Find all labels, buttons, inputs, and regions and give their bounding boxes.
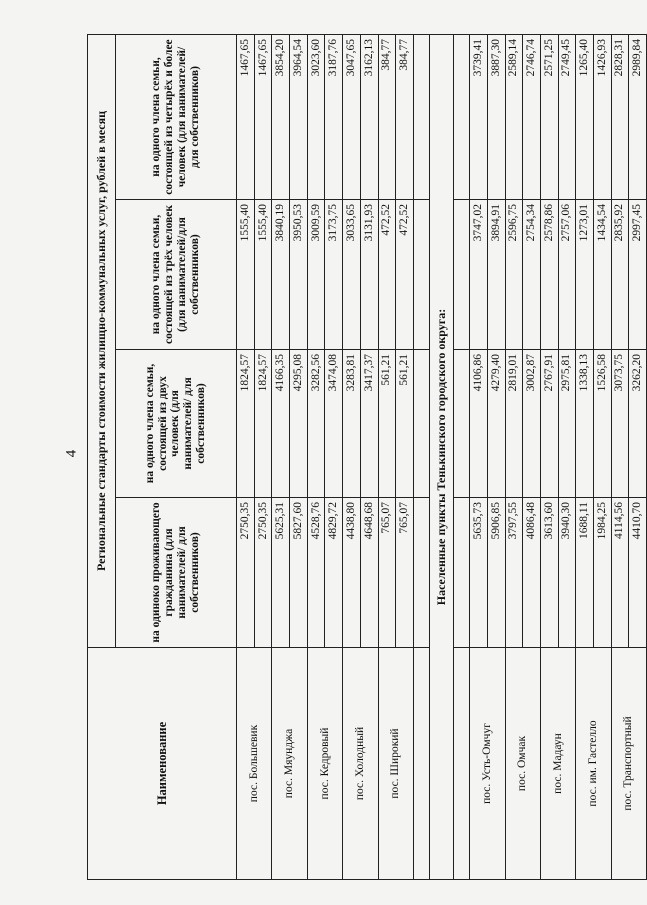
tariff-value-cell: 3073,75 bbox=[611, 350, 629, 498]
tariff-value-cell: 2589,14 bbox=[505, 35, 523, 200]
section-row bbox=[430, 35, 453, 880]
tariff-value-cell: 3162,13 bbox=[360, 35, 378, 200]
tariff-value-cell: 4528,76 bbox=[307, 498, 325, 648]
table-row bbox=[505, 35, 523, 880]
tariff-value-cell: 2578,86 bbox=[540, 200, 558, 350]
tariff-value-cell: 384,77 bbox=[396, 35, 414, 200]
table-row bbox=[378, 35, 396, 880]
rotated-table-container bbox=[87, 35, 647, 880]
table-row bbox=[237, 35, 255, 880]
tariff-value-cell: 2828,31 bbox=[611, 35, 629, 200]
tariff-value-cell: 1824,57 bbox=[237, 350, 255, 498]
tariff-value-cell: 765,07 bbox=[378, 498, 396, 648]
blank-cell bbox=[413, 35, 430, 200]
tariff-value-cell: 2749,45 bbox=[558, 35, 576, 200]
tariff-value-cell: 2750,35 bbox=[237, 498, 255, 648]
settlement-name: пос. Мадаун bbox=[540, 648, 575, 880]
column-header-two-persons: на одного члена семьи, состоящей из двух человек (для нанимателей/ для собственников) bbox=[115, 350, 237, 498]
table-row bbox=[272, 35, 290, 880]
blank-cell bbox=[413, 648, 430, 880]
blank-cell bbox=[453, 35, 470, 200]
table-caption: Региональные стандарты стоимости жилищно-коммунальных услуг, рублей в месяц bbox=[88, 35, 116, 648]
tariff-value-cell: 1265,40 bbox=[576, 35, 594, 200]
tariff-value-cell: 472,52 bbox=[378, 200, 396, 350]
tariff-value-cell: 1555,40 bbox=[237, 200, 255, 350]
tariff-value-cell: 1526,58 bbox=[593, 350, 611, 498]
tariff-value-cell: 2596,75 bbox=[505, 200, 523, 350]
tariff-value-cell: 3262,20 bbox=[629, 350, 647, 498]
tariff-value-cell: 3964,54 bbox=[290, 35, 308, 200]
tariff-value-cell: 2754,34 bbox=[523, 200, 541, 350]
table-row bbox=[611, 35, 629, 880]
column-header-single: на одиноко проживающего гражданина (для нанимателей/ для собственников) bbox=[115, 498, 237, 648]
tariff-value-cell: 3282,56 bbox=[307, 350, 325, 498]
blank-row bbox=[453, 35, 470, 880]
tariff-value-cell: 1467,65 bbox=[254, 35, 272, 200]
settlement-name: пос. Широкий bbox=[378, 648, 413, 880]
tariff-value-cell: 3613,60 bbox=[540, 498, 558, 648]
column-header-four-plus-persons: на одного члена семьи, состоящей из четырёх и более человек (для нанимателей/для собственников) bbox=[115, 35, 237, 200]
tariff-value-cell: 2819,01 bbox=[505, 350, 523, 498]
table-row bbox=[540, 35, 558, 880]
tariff-value-cell: 4648,68 bbox=[360, 498, 378, 648]
tariff-value-cell: 3002,87 bbox=[523, 350, 541, 498]
settlement-name: пос. Транспортный bbox=[611, 648, 646, 880]
tariff-value-cell: 3047,65 bbox=[343, 35, 361, 200]
tariff-value-cell: 3009,59 bbox=[307, 200, 325, 350]
tariff-value-cell: 3283,81 bbox=[343, 350, 361, 498]
column-header-three-persons: на одного члена семьи, состоящей из трёх человек (для нанимателей/для собственников) bbox=[115, 200, 237, 350]
settlement-name: пос. Большевик bbox=[237, 648, 272, 880]
tariff-value-cell: 3173,75 bbox=[325, 200, 343, 350]
tariff-value-cell: 2571,25 bbox=[540, 35, 558, 200]
blank-cell bbox=[413, 350, 430, 498]
blank-cell bbox=[413, 200, 430, 350]
tariff-value-cell: 4166,35 bbox=[272, 350, 290, 498]
tariff-value-cell: 4438,80 bbox=[343, 498, 361, 648]
settlement-name: пос. им. Гастелло bbox=[576, 648, 611, 880]
settlement-name: пос. Холодный bbox=[343, 648, 378, 880]
tariff-value-cell: 1555,40 bbox=[254, 200, 272, 350]
tariff-value-cell: 1688,11 bbox=[576, 498, 594, 648]
tariff-value-cell: 2835,92 bbox=[611, 200, 629, 350]
tariff-value-cell: 4086,48 bbox=[523, 498, 541, 648]
tariff-value-cell: 3187,76 bbox=[325, 35, 343, 200]
tariff-value-cell: 384,77 bbox=[378, 35, 396, 200]
tariff-value-cell: 3840,19 bbox=[272, 200, 290, 350]
blank-cell bbox=[453, 350, 470, 498]
tariff-value-cell: 2750,35 bbox=[254, 498, 272, 648]
tariff-value-cell: 4295,08 bbox=[290, 350, 308, 498]
tariff-value-cell: 2989,84 bbox=[629, 35, 647, 200]
blank-cell bbox=[453, 648, 470, 880]
tariff-value-cell: 5827,60 bbox=[290, 498, 308, 648]
tariff-value-cell: 3894,91 bbox=[487, 200, 505, 350]
tariff-value-cell: 3950,53 bbox=[290, 200, 308, 350]
tariff-value-cell: 3797,55 bbox=[505, 498, 523, 648]
tariff-value-cell: 1984,25 bbox=[593, 498, 611, 648]
tariff-value-cell: 5625,31 bbox=[272, 498, 290, 648]
tariff-value-cell: 561,21 bbox=[378, 350, 396, 498]
tariff-value-cell: 2746,74 bbox=[523, 35, 541, 200]
blank-row bbox=[413, 35, 430, 880]
tariff-value-cell: 4829,72 bbox=[325, 498, 343, 648]
tariff-value-cell: 3023,60 bbox=[307, 35, 325, 200]
tariff-value-cell: 1824,57 bbox=[254, 350, 272, 498]
tariff-value-cell: 2757,06 bbox=[558, 200, 576, 350]
tariff-value-cell: 2997,45 bbox=[629, 200, 647, 350]
settlement-name: пос. Омчак bbox=[505, 648, 540, 880]
tariff-value-cell: 2975,81 bbox=[558, 350, 576, 498]
tariff-value-cell: 472,52 bbox=[396, 200, 414, 350]
page-number: 4 bbox=[63, 449, 80, 458]
tariff-value-cell: 3474,08 bbox=[325, 350, 343, 498]
tariff-value-cell: 1338,13 bbox=[576, 350, 594, 498]
tariff-value-cell: 765,07 bbox=[396, 498, 414, 648]
tariff-table-body bbox=[88, 35, 647, 880]
settlement-name: пос. Кедровый bbox=[307, 648, 342, 880]
table-row bbox=[576, 35, 594, 880]
tariff-value-cell: 1426,93 bbox=[593, 35, 611, 200]
table-row bbox=[470, 35, 488, 880]
tariff-value-cell: 3033,65 bbox=[343, 200, 361, 350]
settlement-name: пос. Усть-Омчуг bbox=[470, 648, 505, 880]
tariff-value-cell: 2767,91 bbox=[540, 350, 558, 498]
table-row bbox=[343, 35, 361, 880]
tariff-value-cell: 1273,01 bbox=[576, 200, 594, 350]
tariff-value-cell: 4410,70 bbox=[629, 498, 647, 648]
tariff-value-cell: 3887,30 bbox=[487, 35, 505, 200]
settlement-name: пос. Мяунджа bbox=[272, 648, 307, 880]
section-title: Населенные пункты Тенькинского городского округа: bbox=[430, 35, 453, 880]
tariff-table bbox=[87, 34, 647, 880]
tariff-value-cell: 3747,02 bbox=[470, 200, 488, 350]
tariff-value-cell: 3417,37 bbox=[360, 350, 378, 498]
tariff-value-cell: 3131,93 bbox=[360, 200, 378, 350]
tariff-value-cell: 1434,54 bbox=[593, 200, 611, 350]
blank-cell bbox=[413, 498, 430, 648]
tariff-value-cell: 1467,65 bbox=[237, 35, 255, 200]
tariff-value-cell: 561,21 bbox=[396, 350, 414, 498]
name-column-header: Наименование bbox=[88, 648, 237, 880]
tariff-value-cell: 4106,86 bbox=[470, 350, 488, 498]
table-row bbox=[307, 35, 325, 880]
tariff-value-cell: 5906,85 bbox=[487, 498, 505, 648]
blank-cell bbox=[453, 200, 470, 350]
blank-cell bbox=[453, 498, 470, 648]
tariff-value-cell: 4114,56 bbox=[611, 498, 629, 648]
tariff-value-cell: 3940,30 bbox=[558, 498, 576, 648]
tariff-value-cell: 3739,41 bbox=[470, 35, 488, 200]
tariff-value-cell: 5635,73 bbox=[470, 498, 488, 648]
tariff-value-cell: 4279,40 bbox=[487, 350, 505, 498]
tariff-value-cell: 3854,20 bbox=[272, 35, 290, 200]
